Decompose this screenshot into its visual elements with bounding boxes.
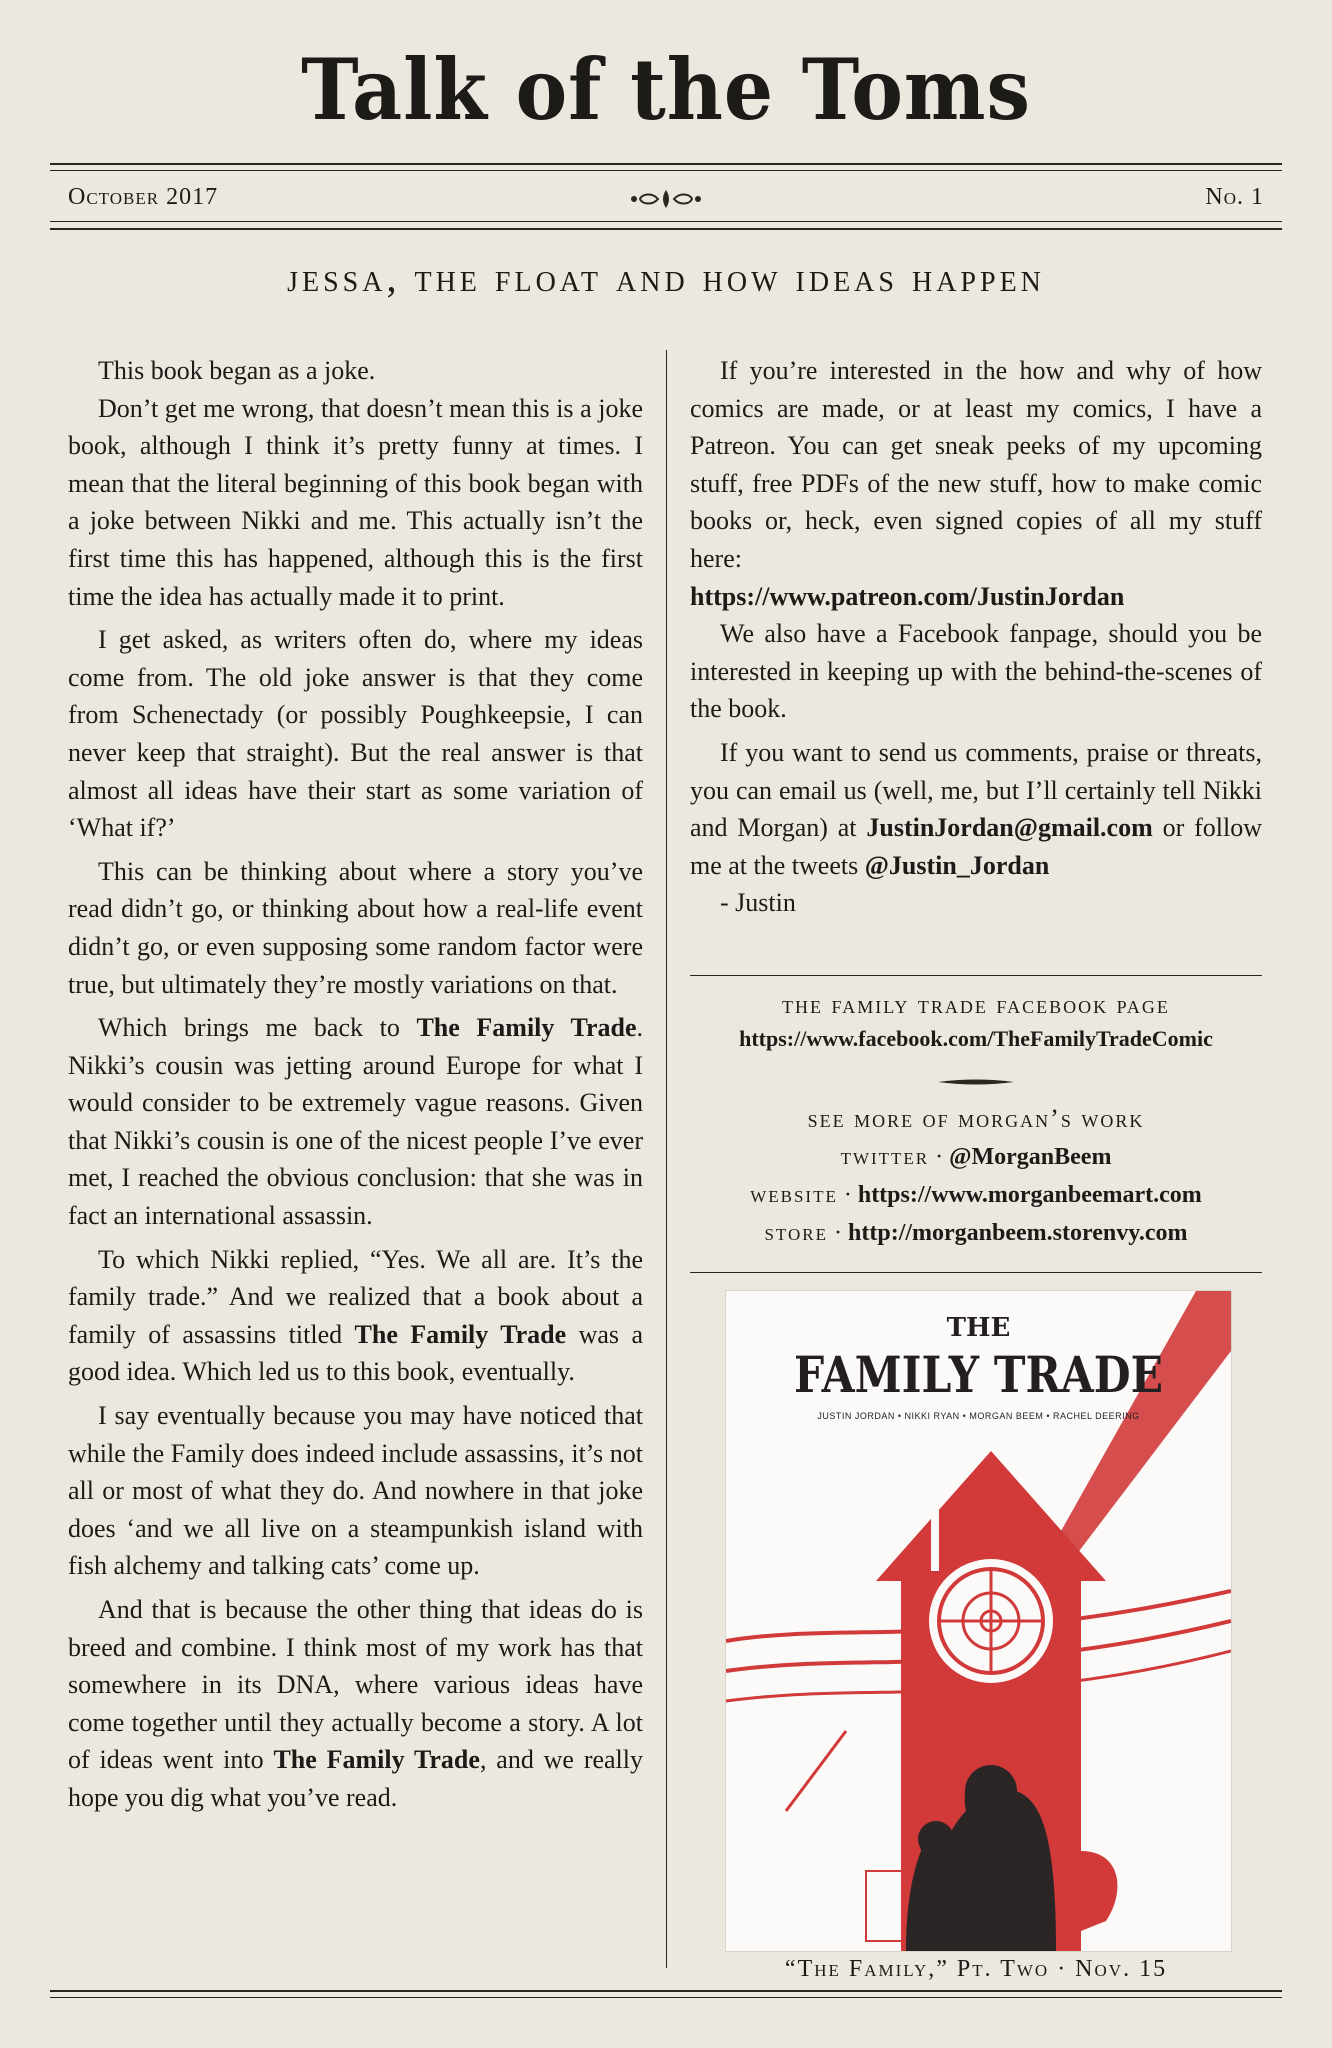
paragraph: And that is because the other thing that ideas do is breed and combine. I think most of my work has that somewhere in its DNA, where various ideas have come together until they actually become a story. A lot of ideas went into The Family Trade, and we really hope you dig what you’ve read. <box>68 1595 644 1812</box>
paragraph: I get asked, as writers often do, where my ideas come from. The old joke answer is that they come from Schenectady (or possibly Poughkeepsie, I can never keep that straight). But the real answer is that almost all ideas have their start as some variation of ‘What if?’ <box>68 625 643 843</box>
signature: - Justin <box>720 888 796 918</box>
patreon-link[interactable]: https://www.patreon.com/JustinJordan <box>690 581 1125 611</box>
dateline-rule-thin <box>50 221 1282 222</box>
paragraph: To which Nikki replied, “Yes. We all are. It’s the family trade.” And we realized that a book about a family of assassins titled The Family Trade was a good idea. Which led us to this book, eventually. <box>68 1244 643 1387</box>
morgan-heading: see more of morgan’s work <box>807 1104 1145 1133</box>
section-rule <box>690 975 1262 976</box>
issue-date: October 2017 <box>68 184 219 210</box>
issue-number: No. 1 <box>1205 184 1264 210</box>
facebook-heading: the family trade facebook page <box>782 990 1170 1019</box>
column-divider <box>666 350 667 1968</box>
right-column <box>690 352 1262 922</box>
morgan-store[interactable]: store · http://morganbeem.storenvy.com <box>764 1220 1188 1246</box>
cover-credits: JUSTIN JORDAN • NIKKI RYAN • MORGAN BEEM • RACHEL DEERING <box>817 1411 1140 1421</box>
paragraph: I say eventually because you may have noticed that while the Family does indeed include assassins, it’s not all or most of what they do. And nowhere in that joke does ‘and we all live on a steampunkish island with fish alchemy and talking cats’ come up. <box>68 1401 643 1581</box>
paragraph: Which brings me back to The Family Trade. Nikki’s cousin was jetting around Europe for what I would consider to be extremely vague reasons. Given that Nikki’s cousin is one of the nicest people I’ve ever met, I reached the obvious conclusion: that she was in fact an international assassin. <box>68 1013 643 1231</box>
masthead-rule-top <box>50 163 1282 165</box>
morgan-twitter[interactable]: twitter · @MorganBeem <box>840 1144 1112 1170</box>
flourish-ornament-icon <box>628 186 704 212</box>
left-column <box>68 352 643 1817</box>
book-title: The Family Trade <box>354 1319 567 1349</box>
divider-ornament-icon <box>938 1077 1014 1087</box>
masthead-rule-top-thin <box>50 170 1282 171</box>
section-rule <box>690 1272 1262 1273</box>
dateline-rule <box>50 228 1282 230</box>
twitter-link[interactable]: @Justin_Jordan <box>864 850 1050 880</box>
paragraph: This can be thinking about where a story you’ve read didn’t go, or thinking about how a real-life event didn’t go, or even supposing some random factor were true, but ultimately they’re mostly variations on that. <box>68 856 643 999</box>
book-title: The Family Trade <box>416 1013 637 1043</box>
email-link[interactable]: JustinJordan@gmail.com <box>866 813 1153 843</box>
article-headline: jessa, the float and how ideas happen <box>287 255 1045 300</box>
comic-cover-image <box>725 1290 1232 1952</box>
paragraph: This book began as a joke. <box>98 356 376 385</box>
paragraph: If you want to send us comments, praise or threats, you can email us (well, me, but I’ll certainly tell Nikki and Morgan) at JustinJordan@gmail.com or follow me at the tweets @Justin_Jordan <box>690 737 1262 880</box>
morgan-section <box>690 1100 1262 1252</box>
book-title: The Family Trade <box>273 1745 480 1775</box>
cover-title-top: THE <box>946 1313 1011 1343</box>
paragraph: We also have a Facebook fanpage, should you be interested in keeping up with the behind-the-scenes of the book. <box>690 619 1262 724</box>
dateline <box>68 184 1264 214</box>
paragraph: Don’t get me wrong, that doesn’t mean this is a joke book, although I think it’s pretty funny at times. I mean that the literal beginning of this book began with a joke between Nikki and me. This actually isn’t the first time this has happened, although this is the first time the idea has actually made it to print. <box>68 393 643 611</box>
paragraph: If you’re interested in the how and why of how comics are made, or at least my comics, I have a Patreon. You can get sneak peeks of my upcoming stuff, free PDFs of the new stuff, how to make comic books or, heck, even signed copies of all my stuff here: <box>690 356 1262 573</box>
cover-caption: “The Family,” Pt. Two · Nov. 15 <box>784 1956 1168 1982</box>
facebook-link[interactable]: https://www.facebook.com/TheFamilyTradeComic <box>739 1026 1213 1051</box>
morgan-website[interactable]: website · https://www.morganbeemart.com <box>750 1182 1202 1208</box>
cover-title: FAMILY TRADE <box>793 1345 1164 1404</box>
masthead-title: Talk of the Toms <box>301 40 1031 139</box>
facebook-section <box>690 990 1262 1052</box>
footer-rule-thin <box>50 1997 1282 1998</box>
footer-rule <box>50 1990 1282 1992</box>
